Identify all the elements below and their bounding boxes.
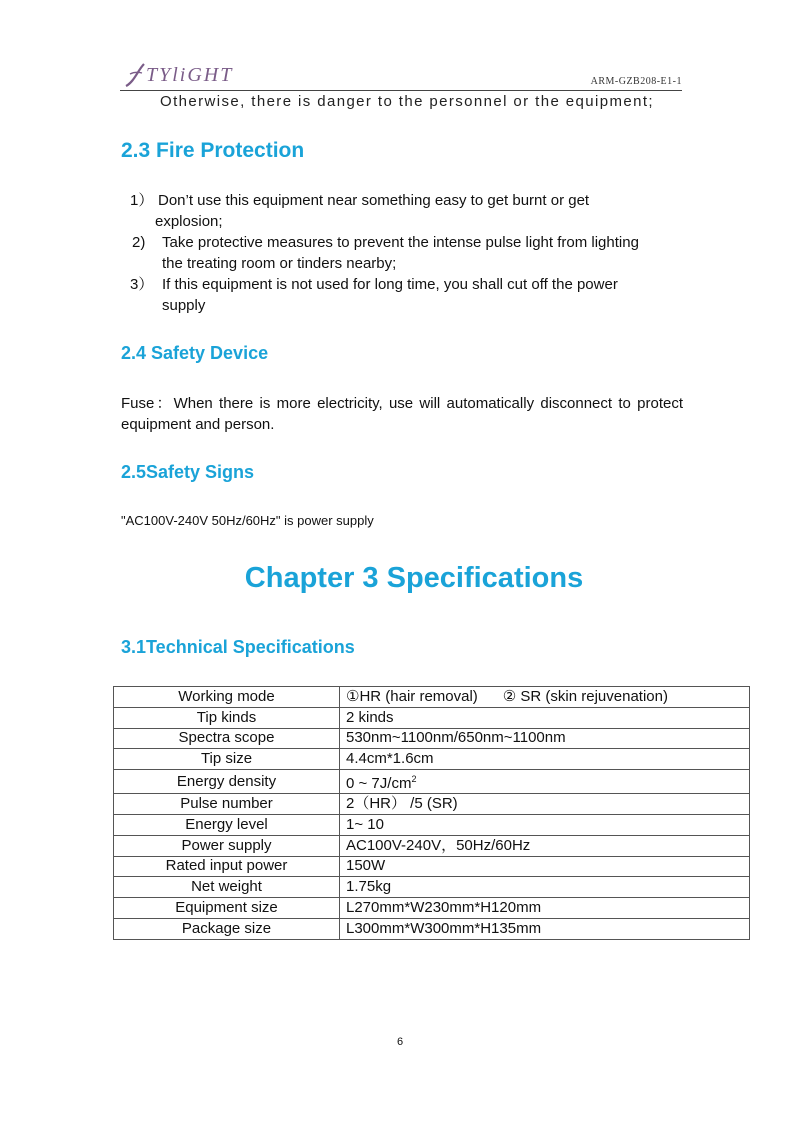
table-row <box>114 918 750 939</box>
spec-value: L300mm*W300mm*H135mm <box>340 918 750 939</box>
spec-label: Pulse number <box>114 794 340 815</box>
spec-value: 150W <box>340 856 750 877</box>
spec-value: L270mm*W230mm*H120mm <box>340 898 750 919</box>
spec-label: Working mode <box>114 687 340 708</box>
table-row <box>114 835 750 856</box>
section-2-4-title: 2.4 Safety Device <box>121 343 269 363</box>
logo-swoosh-icon <box>124 62 146 88</box>
list-number: 3） <box>130 276 154 293</box>
superscript: 2 <box>411 774 417 785</box>
list-text-cont: the treating room or tinders nearby; <box>162 255 397 272</box>
spec-label: Tip size <box>114 749 340 770</box>
spec-label: Energy level <box>114 814 340 835</box>
spec-value: 1~ 10 <box>340 814 750 835</box>
safety-signs-text: "AC100V-240V 50Hz/60Hz" is power supply <box>121 513 374 528</box>
carry-over-text: Otherwise, there is danger to the personnel or the equipment; <box>160 93 654 110</box>
list-text-cont: explosion; <box>155 213 223 230</box>
spec-value: 1.75kg <box>340 877 750 898</box>
chapter-title: Chapter 3 Specifications <box>244 562 584 594</box>
spec-label: Power supply <box>114 835 340 856</box>
spec-value: 2 kinds <box>340 707 750 728</box>
table-row <box>114 687 750 708</box>
spec-value <box>340 770 750 794</box>
list-number: 2) <box>132 234 146 251</box>
section-3-1-title: 3.1Technical Specifications <box>121 637 355 657</box>
brand-logo <box>124 62 254 88</box>
safety-device-text: Fuse：When there is more electricity, use will automatically disconnect to protect equipment and person. <box>121 395 683 433</box>
table-row <box>114 728 750 749</box>
spec-value: 2（HR） /5 (SR) <box>340 794 750 815</box>
spec-label: Equipment size <box>114 898 340 919</box>
list-number: 1） <box>130 192 154 209</box>
table-row <box>114 707 750 728</box>
spec-label: Package size <box>114 918 340 939</box>
table-row <box>114 749 750 770</box>
table-row <box>114 814 750 835</box>
spec-value: AC100V-240V，50Hz/60Hz <box>340 835 750 856</box>
table-row <box>114 877 750 898</box>
list-text: Don’t use this equipment near something easy to get burnt or get <box>158 192 590 209</box>
page-number: 6 <box>396 1036 404 1048</box>
spec-value: 4.4cm*1.6cm <box>340 749 750 770</box>
spec-label: Spectra scope <box>114 728 340 749</box>
list-text: Take protective measures to prevent the intense pulse light from lighting <box>162 234 639 251</box>
specifications-table <box>113 686 750 940</box>
spec-value <box>340 687 750 708</box>
spec-value-text: 0 ~ 7J/cm <box>346 775 412 793</box>
table-row <box>114 856 750 877</box>
section-2-5-title: 2.5Safety Signs <box>121 462 255 482</box>
table-row <box>114 770 750 794</box>
list-text: If this equipment is not used for long time, you shall cut off the power <box>162 276 618 293</box>
table-row <box>114 898 750 919</box>
table-row <box>114 794 750 815</box>
list-text-cont: supply <box>162 297 206 314</box>
section-2-3-title: 2.3 Fire Protection <box>121 139 305 162</box>
spec-label: Rated input power <box>114 856 340 877</box>
spec-label: Net weight <box>114 877 340 898</box>
spec-label: Tip kinds <box>114 707 340 728</box>
spec-label: Energy density <box>114 770 340 794</box>
logo-wordmark: TYliGHT <box>146 64 234 86</box>
document-code: ARM-GZB208-E1-1 <box>590 76 682 87</box>
spec-value-text: ①HR (hair removal) ② SR (skin rejuvenation) <box>346 687 668 705</box>
header-divider <box>120 90 682 91</box>
spec-value: 530nm~1100nm/650nm~1100nm <box>340 728 750 749</box>
